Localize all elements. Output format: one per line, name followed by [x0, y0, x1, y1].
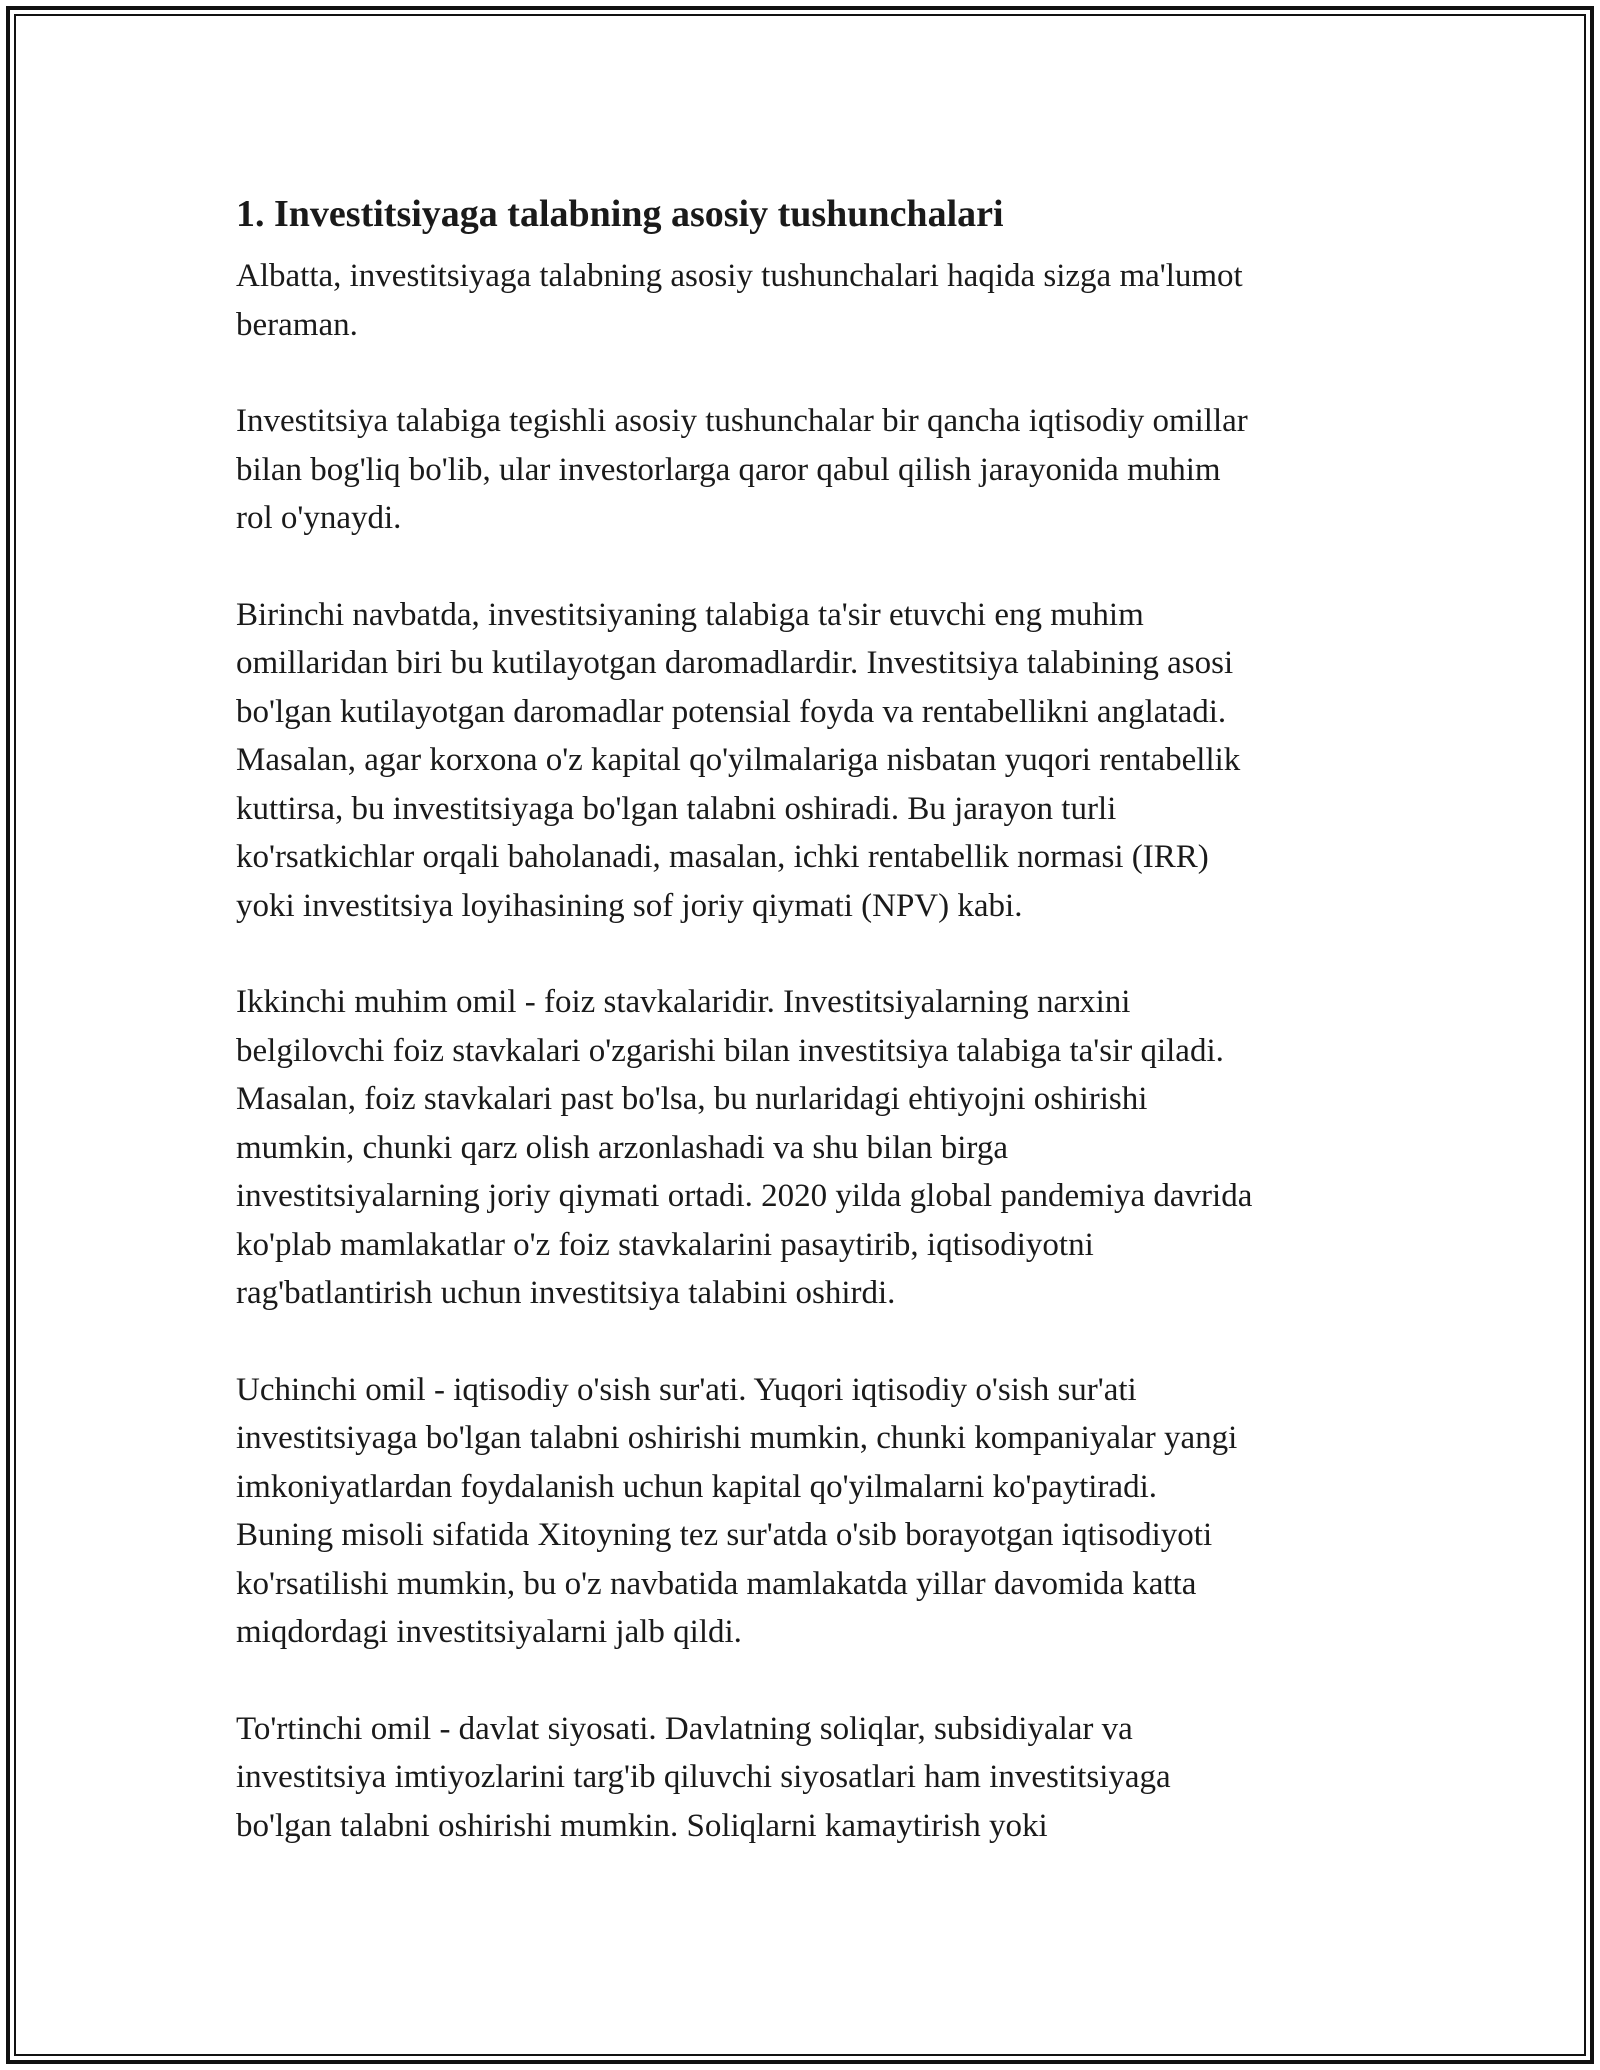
text-line: Uchinchi omil - iqtisodiy o'sish sur'ati. Yuqori iqtisodiy o'sish sur'ati	[236, 1371, 1137, 1408]
text-line: Masalan, foiz stavkalari past bo'lsa, bu nurlaridagi ehtiyojni oshirishi	[236, 1081, 1148, 1117]
text-line: investitsiya imtiyozlarini targ'ib qiluvchi siyosatlari ham investitsiyaga	[236, 1759, 1171, 1795]
text-line: bo'lgan talabni oshirishi mumkin. Soliqlarni kamaytirish yoki	[236, 1807, 1048, 1844]
text-line: Masalan, agar korxona o'z kapital qo'yilmalariga nisbatan yuqori rentabellik	[236, 742, 1241, 778]
document-body	[236, 186, 1376, 1898]
text-line: mumkin, chunki qarz olish arzonlashadi va shu bilan birga	[236, 1129, 1008, 1166]
text-line: rol o'ynaydi.	[236, 500, 402, 536]
paragraph-second-factor	[236, 978, 1376, 1318]
text-line: imkoniyatlardan foydalanish uchun kapital qo'yilmalarni ko'paytiradi.	[236, 1468, 1157, 1505]
text-line: yoki investitsiya loyihasining sof joriy qiymati (NPV) kabi.	[236, 887, 1023, 924]
paragraph-fourth-factor	[236, 1705, 1376, 1851]
text-line: rag'batlantirish uchun investitsiya talabini oshirdi.	[236, 1275, 896, 1311]
text-line: kuttirsa, bu investitsiyaga bo'lgan talabni oshiradi. Bu jarayon turli	[236, 790, 1117, 827]
text-line: investitsiyalarning joriy qiymati ortadi. 2020 yilda global pandemiya davrida	[236, 1178, 1253, 1214]
paragraph-overview	[236, 397, 1376, 543]
text-line: belgilovchi foiz stavkalari o'zgarishi bilan investitsiya talabiga ta'sir qiladi.	[236, 1032, 1224, 1069]
paragraph-first-factor	[236, 591, 1376, 931]
document-title: 1. Investitsiyaga talabning asosiy tushunchalari	[236, 193, 1004, 235]
text-line: omillaridan biri bu kutilayotgan daromadlardir. Investitsiya talabining asosi	[236, 645, 1234, 681]
text-line: ko'rsatilishi mumkin, bu o'z navbatida mamlakatda yillar davomida katta	[236, 1565, 1197, 1602]
text-line: beraman.	[236, 306, 358, 343]
paragraph-intro	[236, 252, 1376, 349]
text-line: Buning misoli sifatida Xitoyning tez sur'atda o'sib borayotgan iqtisodiyoti	[236, 1517, 1213, 1553]
text-line: investitsiyaga bo'lgan talabni oshirishi mumkin, chunki kompaniyalar yangi	[236, 1420, 1238, 1456]
paragraph-third-factor	[236, 1366, 1376, 1657]
text-line: ko'plab mamlakatlar o'z foiz stavkalarini pasaytirib, iqtisodiyotni	[236, 1226, 1094, 1263]
text-line: ko'rsatkichlar orqali baholanadi, masalan, ichki rentabellik normasi (IRR)	[236, 839, 1209, 875]
text-line: bilan bog'liq bo'lib, ular investorlarga qaror qabul qilish jarayonida muhim	[236, 451, 1221, 488]
text-line: Albatta, investitsiyaga talabning asosiy tushunchalari haqida sizga ma'lumot	[236, 258, 1243, 294]
text-line: Investitsiya talabiga tegishli asosiy tushunchalar bir qancha iqtisodiy omillar	[236, 403, 1248, 439]
text-line: miqdordagi investitsiyalarni jalb qildi.	[236, 1614, 742, 1650]
text-line: To'rtinchi omil - davlat siyosati. Davlatning soliqlar, subsidiyalar va	[236, 1710, 1133, 1747]
text-line: Birinchi navbatda, investitsiyaning talabiga ta'sir etuvchi eng muhim	[236, 596, 1144, 633]
text-line: Ikkinchi muhim omil - foiz stavkalaridir. Investitsiyalarning narxini	[236, 984, 1131, 1020]
text-line: bo'lgan kutilayotgan daromadlar potensial foyda va rentabellikni anglatadi.	[236, 693, 1227, 730]
